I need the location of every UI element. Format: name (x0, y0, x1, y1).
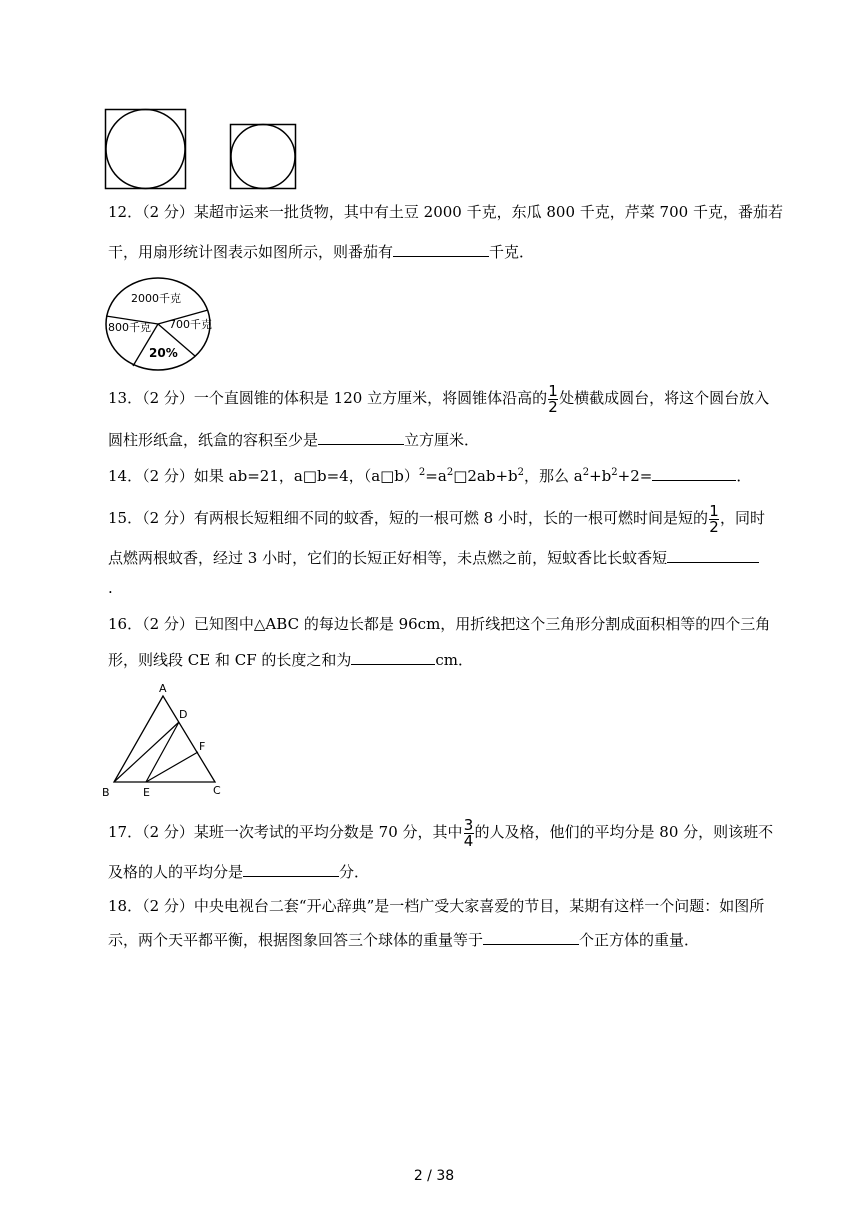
pie-label-2000: 2000千克 (131, 292, 181, 305)
label-e: E (143, 786, 150, 799)
q12-line-2: 干，用扇形统计图表示如图所示，则番茄有 千克． (108, 240, 534, 262)
q13-fraction: $\frac{1}{2}$ (548, 382, 558, 416)
q15-fraction: $\frac{1}{2}$ (709, 502, 719, 536)
label-b: B (102, 786, 110, 799)
q16-line-2: 形，则线段 CE 和 CF 的长度之和为 cm． (108, 648, 473, 670)
inscribed-circles-figure (104, 108, 300, 192)
label-d: D (179, 708, 188, 721)
q18-line-1: 18．（2 分）中央电视台二套“开心辞典”是一档广受大家喜爱的节目，某期有这样一个问题：如图所 (108, 897, 765, 915)
q18-line-2: 示，两个天平都平衡，根据图象回答三个球体的重量等于 个正方体的重量． (108, 928, 699, 950)
q13-answer-blank[interactable] (318, 428, 404, 445)
q15-answer-blank[interactable] (667, 546, 759, 563)
pie-chart-figure (103, 276, 215, 372)
q15-line-3: . (108, 579, 113, 597)
pie-label-800: 800千克 (108, 321, 151, 334)
pie-label-700: 700千克 (169, 318, 212, 331)
pie-label-20pct: 20% (149, 346, 178, 360)
q14-answer-blank[interactable] (652, 464, 736, 481)
label-f: F (199, 740, 206, 753)
q13-line-1: 13．（2 分）一个直圆锥的体积是 120 立方厘米，将圆锥体沿高的 $\frac{1}{2}$ 处横截成圆台，将这个圆台放入 (108, 382, 770, 416)
q13-line-2: 圆柱形纸盒，纸盒的容积至少是 立方厘米． (108, 428, 479, 450)
q17-line-2: 及格的人的平均分是 分． (108, 860, 369, 882)
q18-answer-blank[interactable] (483, 928, 579, 945)
q15-line-1: 15．（2 分）有两根长短粗细不同的蚊香，短的一根可燃 8 小时，长的一根可燃时间是短的 $\frac{1}{2}$ ，同时 (108, 502, 765, 536)
segment-bd (114, 722, 179, 782)
q12-line-1: 12．（2 分）某超市运来一批货物，其中有土豆 2000 千克，东瓜 800 千克，芹菜 700 千克，番茄若 (108, 203, 783, 221)
page-number: 2 / 38 (413, 1168, 455, 1184)
large-circle (106, 110, 185, 189)
triangle-abc (114, 696, 215, 782)
q17-answer-blank[interactable] (243, 860, 339, 877)
q12-answer-blank[interactable] (393, 240, 489, 257)
q15-line-2: 点燃两根蚊香，经过 3 小时，它们的长短正好相等，未点燃之前，短蚊香比长蚊香短 (108, 546, 759, 568)
q14-line-1: 14．（2 分）如果 ab=21，a□b=4，$(a□b)^2=a^2□2ab+b^2$，那么 $a^2+b^2+2=$ ． (108, 464, 751, 486)
small-circle (231, 125, 295, 189)
q16-line-1: 16．（2 分）已知图中△ABC 的每边长都是 96cm，用折线把这个三角形分割成面积相等的四个三角 (108, 615, 771, 633)
q16-answer-blank[interactable] (351, 648, 435, 665)
q17-line-1: 17．（2 分）某班一次考试的平均分数是 70 分，其中 $\frac{3}{4}$ 的人及格，他们的平均分是 80 分，则该班不 (108, 816, 774, 850)
label-c: C (213, 784, 221, 797)
q17-fraction: $\frac{3}{4}$ (463, 816, 474, 850)
label-a: A (159, 682, 167, 695)
triangle-figure (100, 680, 230, 800)
